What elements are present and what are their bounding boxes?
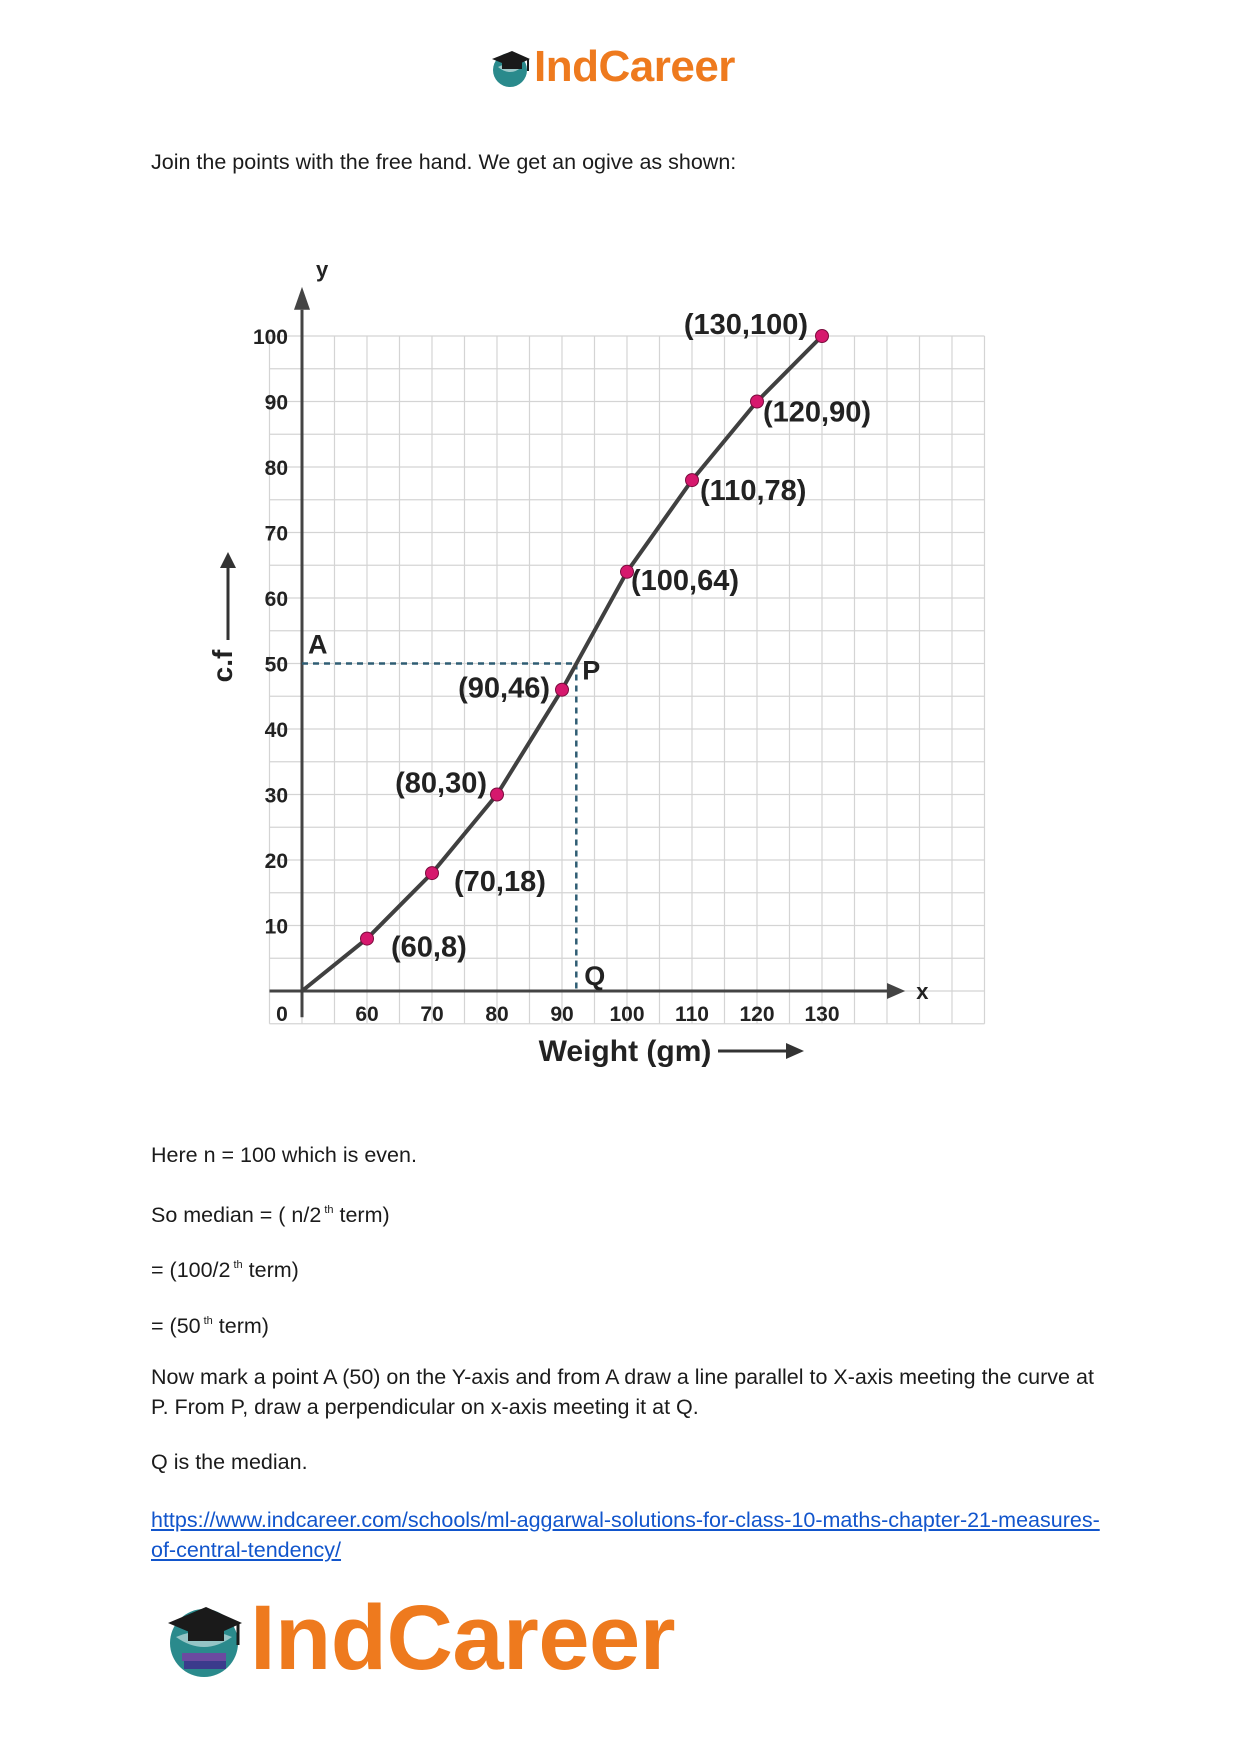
source-link-para [151, 1505, 1101, 1565]
x-title-arrow-head [786, 1043, 804, 1059]
data-label: (90,46) [458, 672, 550, 705]
data-label: (110,78) [700, 475, 807, 508]
x-tick-label: 100 [609, 1003, 645, 1026]
data-label: (60,8) [391, 931, 467, 964]
step-n-even: Here n = 100 which is even. [151, 1143, 417, 1167]
x-tick-label: 90 [550, 1003, 574, 1026]
annotation-p: P [582, 655, 601, 686]
data-point [751, 395, 764, 408]
x-axis-name: x [916, 979, 929, 1004]
data-label: (120,90) [763, 396, 872, 429]
brand-wordmark: IndCareer [534, 42, 735, 91]
data-label: (130,100) [683, 309, 808, 341]
x-axis-arrow [887, 983, 905, 999]
step-median-50: = (50 $^{th}$ term) [151, 1314, 269, 1338]
y-tick-label: 70 [264, 522, 288, 546]
annotation-a: A [308, 629, 328, 660]
x-tick-label: 110 [675, 1003, 709, 1026]
chart-grid [270, 336, 985, 1024]
data-label: (70,18) [454, 866, 546, 899]
step-construction: Now mark a point A (50) on the Y-axis and from A draw a line parallel to X-axis meeting the curve at P. From P, draw a perpendicular on x-axis meeting it at Q. [151, 1365, 1094, 1419]
y-tick-label: 100 [252, 326, 288, 349]
data-point [426, 867, 439, 880]
x-tick-label: 80 [485, 1003, 509, 1026]
y-tick-label: 80 [264, 457, 288, 480]
step-median-100: = (100/2 $^{th}$ term) [151, 1258, 299, 1282]
y-axis-name: y [316, 257, 329, 283]
x-tick-label: 70 [420, 1003, 444, 1026]
brand-logo-bottom [162, 1586, 675, 1691]
annotation-q: Q [584, 961, 606, 991]
step-conclusion: Q is the median. [151, 1450, 308, 1474]
data-point [361, 932, 374, 945]
data-label: (80,30) [395, 767, 487, 800]
ogive-chart [207, 257, 1020, 1076]
brand-wordmark-large: IndCareer [250, 1587, 675, 1689]
brand-logo-top [488, 42, 735, 92]
y-tick-label: 60 [264, 588, 288, 611]
intro-text: Join the points with the free hand. We get an ogive as shown: [151, 150, 737, 174]
data-point [556, 683, 569, 696]
y-tick-label: 20 [264, 850, 288, 873]
step-median-formula: So median = ( n/2 $^{th}$ term) [151, 1203, 390, 1227]
source-link[interactable]: https://www.indcareer.com/schools/ml-aggarwal-solutions-for-class-10-maths-chapter-21-measures-of-central-tendency/ [151, 1508, 1100, 1562]
graduation-cap-globe-icon [488, 45, 532, 89]
x-tick-label: 130 [804, 1003, 840, 1026]
x-tick-label: 60 [355, 1003, 379, 1026]
x-axis-title: Weight (gm) [538, 1035, 712, 1068]
y-axis-arrow [294, 287, 310, 310]
y-axis-title: c.f [207, 649, 238, 683]
y-tick-label: 10 [264, 915, 288, 939]
y-title-arrow-head [220, 552, 236, 568]
data-point [686, 474, 699, 487]
data-label: (100,64) [631, 564, 740, 597]
origin-label: 0 [276, 1003, 288, 1026]
y-tick-label: 90 [264, 391, 288, 415]
graduation-cap-books-icon [162, 1597, 246, 1681]
x-tick-label: 120 [739, 1003, 775, 1026]
y-tick-label: 40 [264, 719, 288, 742]
y-tick-label: 50 [264, 653, 288, 677]
data-point [491, 788, 504, 801]
y-tick-label: 30 [264, 784, 288, 808]
data-point [816, 330, 829, 343]
